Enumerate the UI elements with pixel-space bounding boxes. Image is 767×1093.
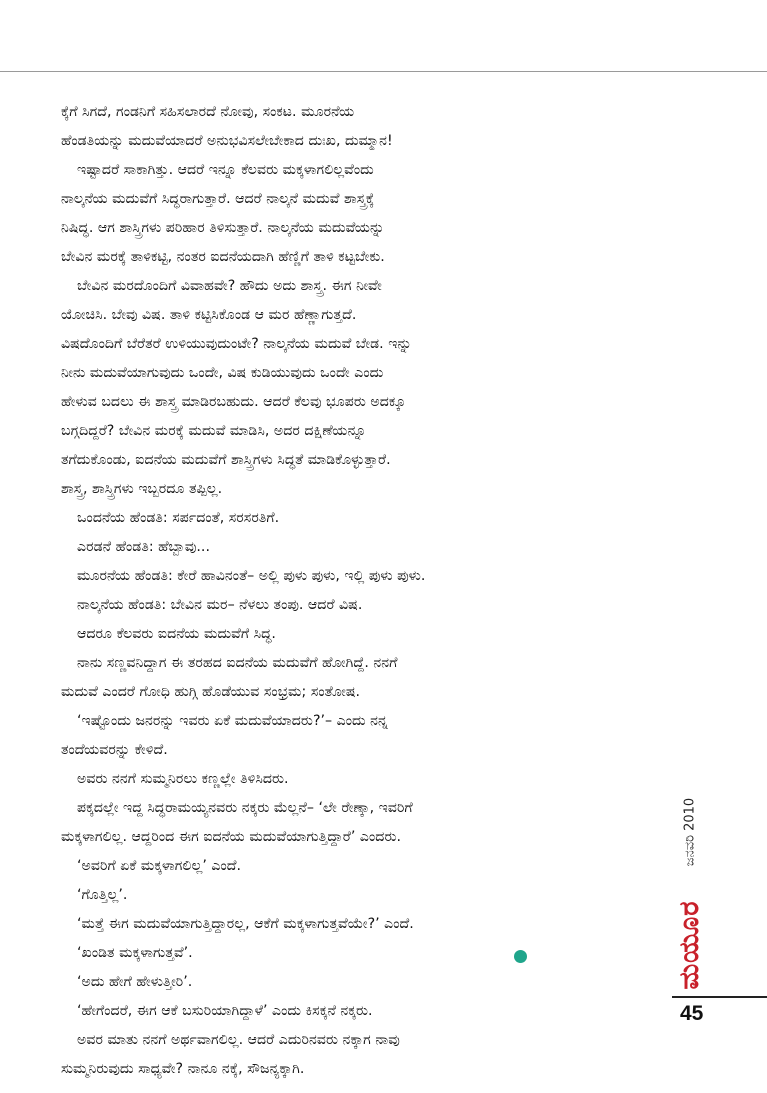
text-line: ಹೆಂಡತಿಯನ್ನು ಮದುವೆಯಾದರೆ ಅನುಭವಿಸಲೇಬೇಕಾದ ದುಃಖ, ದುಮ್ಮಾನ!: [61, 133, 393, 149]
page-number: 45: [680, 1002, 704, 1025]
text-line: ‘ಹೇಗೆಂದರೆ, ಈಗ ಆಕೆ ಬಸುರಿಯಾಗಿದ್ದಾಳೆ’ ಎಂದು ಕಿಸಕ್ಕನೆ ನಕ್ಕರು.: [77, 1003, 373, 1019]
text-line: ಕ್ಕೆಗೆ ಸಿಗದೆ, ಗಂಡನಿಗೆ ಸಹಿಸಲಾರದೆ ನೋವು, ಸಂಕಟ. ಮೂರನೆಯ: [61, 104, 355, 120]
text-line: ನಾಲ್ಕನೆಯ ಮದುವೆಗೆ ಸಿದ್ಧರಾಗುತ್ತಾರೆ. ಆದರೆ ನಾಲ್ಕನೆ ಮದುವೆ ಶಾಸ್ತ್ರಕ್ಕೆ: [61, 191, 375, 207]
text-line: ಶಾಸ್ತ್ರ, ಶಾಸ್ತ್ರಿಗಳು ಇಬ್ಬರದೂ ತಪ್ಪಿಲ್ಲ.: [61, 481, 223, 497]
text-line: ‘ಖಂಡಿತ ಮಕ್ಕಳಾಗುತ್ತವೆ’.: [77, 945, 193, 961]
text-line: ಹೇಳುವ ಬದಲು ಈ ಶಾಸ್ತ್ರ ಮಾಡಿರಬಹುದು. ಆದರೆ ಕೆಲವು ಭೂಪರು ಅದಕ್ಕೂ: [61, 394, 406, 410]
issue-date: ಜನವರಿ 2010: [682, 797, 698, 867]
text-line: ‘ಅದು ಹೇಗೆ ಹೇಳುತ್ತೀರಿ’.: [77, 974, 193, 990]
text-line: ‘ಗೊತ್ತಿಲ್ಲ’.: [77, 887, 128, 903]
text-line: ಯೋಚಿಸಿ. ಬೇವು ವಿಷ. ತಾಳಿ ಕಟ್ಟಿಸಿಕೊಂಡ ಆ ಮರ ಹೆಣ್ಣಾಗುತ್ತದೆ.: [61, 307, 357, 323]
text-line: ‘ಇಷ್ಟೊಂದು ಜನರನ್ನು ಇವರು ಏಕೆ ಮದುವೆಯಾದರು?’– ಎಂದು ನನ್ನ: [77, 713, 388, 729]
text-line: ನಿಷಿದ್ಧ. ಆಗ ಶಾಸ್ತ್ರಿಗಳು ಪರಿಹಾರ ತಿಳಿಸುತ್ತಾರೆ. ನಾಲ್ಕನೆಯ ಮದುವೆಯನ್ನು: [61, 220, 385, 236]
folio-rule: [672, 996, 767, 998]
text-line: ಎರಡನೆ ಹೆಂಡತಿ: ಹೆಬ್ಬಾವು...: [77, 539, 210, 555]
text-line: ಬೇವಿನ ಮರಕ್ಕೆ ತಾಳಿಕಟ್ಟಿ, ನಂತರ ಐದನೆಯದಾಗಿ ಹೆಣ್ಣಿಗೆ ತಾಳಿ ಕಟ್ಟಬೇಕು.: [61, 249, 385, 265]
text-line: ಅವರ ಮಾತು ನನಗೆ ಅರ್ಥವಾಗಲಿಲ್ಲ. ಆದರೆ ಎದುರಿನವರು ನಕ್ಕಾಗ ನಾವು: [77, 1032, 400, 1048]
text-line: ನೀನು ಮದುವೆಯಾಗುವುದು ಒಂದೇ, ವಿಷ ಕುಡಿಯುವುದು ಒಂದೇ ಎಂದು: [61, 365, 384, 381]
text-line: ಬಗ್ಗದಿದ್ದರೆ? ಬೇವಿನ ಮರಕ್ಕೆ ಮದುವೆ ಮಾಡಿಸಿ, ಅದರ ದಕ್ಷಿಣೆಯನ್ನೂ: [61, 423, 367, 439]
text-line: ಮಕ್ಕಳಾಗಲಿಲ್ಲ. ಆದ್ದರಿಂದ ಈಗ ಐದನೆಯ ಮದುವೆಯಾಗುತ್ತಿದ್ದಾರೆ’ ಎಂದರು.: [61, 829, 401, 845]
text-line: ಇಷ್ಟಾದರೆ ಸಾಕಾಗಿತ್ತು. ಆದರೆ ಇನ್ನೂ ಕೆಲವರು ಮಕ್ಕಳಾಗಲಿಲ್ಲವೆಂದು: [77, 162, 374, 178]
text-line: ಅವರು ನನಗೆ ಸುಮ್ಮನಿರಲು ಕಣ್ಣಲ್ಲೇ ತಿಳಿಸಿದರು.: [77, 771, 289, 787]
article-body: [61, 98, 539, 1084]
top-rule: [0, 71, 767, 72]
text-line: ಪಕ್ಕದಲ್ಲೇ ಇದ್ದ ಸಿದ್ಧರಾಮಯ್ಯನವರು ನಕ್ಕರು ಮೆಲ್ಲನೆ– ‘ಲೇ ರೇಣ್ಕಾ, ಇವರಿಗೆ: [77, 800, 413, 816]
text-line: ತಗೆದುಕೊಂಡು, ಐದನೆಯ ಮದುವೆಗೆ ಶಾಸ್ತ್ರಿಗಳು ಸಿದ್ಧತೆ ಮಾಡಿಕೊಳ್ಳುತ್ತಾರೆ.: [61, 452, 391, 468]
text-line: ಮದುವೆ ಎಂದರೆ ಗೋಧಿ ಹುಗ್ಗಿ ಹೊಡೆಯುವ ಸಂಭ್ರಮ; ಸಂತೋಷ.: [61, 684, 361, 700]
text-line: ‘ಮತ್ತೆ ಈಗ ಮದುವೆಯಾಗುತ್ತಿದ್ದಾರಲ್ಲ, ಆಕೆಗೆ ಮಕ್ಕಳಾಗುತ್ತವೆಯೇ?’ ಎಂದೆ.: [77, 916, 414, 932]
text-line: ತಂದೆಯವರನ್ನು ಕೇಳಿದೆ.: [61, 742, 168, 758]
end-of-article-dot: [514, 950, 527, 963]
magazine-name: ಮಯೂರ: [674, 900, 705, 990]
text-line: ನಾಲ್ಕನೆಯ ಹೆಂಡತಿ: ಬೇವಿನ ಮರ– ನೆಳಲು ತಂಪು. ಆದರೆ ವಿಷ.: [77, 597, 363, 613]
text-line: ಬೇವಿನ ಮರದೊಂದಿಗೆ ವಿವಾಹವೇ? ಹೌದು ಅದು ಶಾಸ್ತ್ರ. ಈಗ ನೀವೇ: [77, 278, 382, 294]
text-line: ಮೂರನೆಯ ಹೆಂಡತಿ: ಕೇರೆ ಹಾವಿನಂತೆ– ಅಲ್ಲಿ ಪುಳು ಪುಳು, ಇಲ್ಲಿ ಪುಳು ಪುಳು.: [77, 568, 426, 584]
text-line: ಆದರೂ ಕೆಲವರು ಐದನೆಯ ಮದುವೆಗೆ ಸಿದ್ಧ.: [77, 626, 276, 642]
text-line: ನಾನು ಸಣ್ಣವನಿದ್ದಾಗ ಈ ತರಹದ ಐದನೆಯ ಮದುವೆಗೆ ಹೋಗಿದ್ದೆ. ನನಗೆ: [77, 655, 398, 671]
text-line: ವಿಷದೊಂದಿಗೆ ಬೆರೆತರೆ ಉಳಿಯುವುದುಂಟೇ? ನಾಲ್ಕನೆಯ ಮದುವೆ ಬೇಡ. ಇನ್ನು: [61, 336, 412, 352]
text-line: ಸುಮ್ಮನಿರುವುದು ಸಾಧ್ಯವೇ? ನಾನೂ ನಕ್ಕೆ, ಸೌಜನ್ಯಕ್ಕಾಗಿ.: [61, 1061, 305, 1077]
text-line: ‘ಅವರಿಗೆ ಏಕೆ ಮಕ್ಕಳಾಗಲಿಲ್ಲ’ ಎಂದೆ.: [77, 858, 242, 874]
text-line: ಒಂದನೆಯ ಹೆಂಡತಿ: ಸರ್ಪದಂತೆ, ಸರಸರತಿಗೆ.: [77, 510, 280, 526]
